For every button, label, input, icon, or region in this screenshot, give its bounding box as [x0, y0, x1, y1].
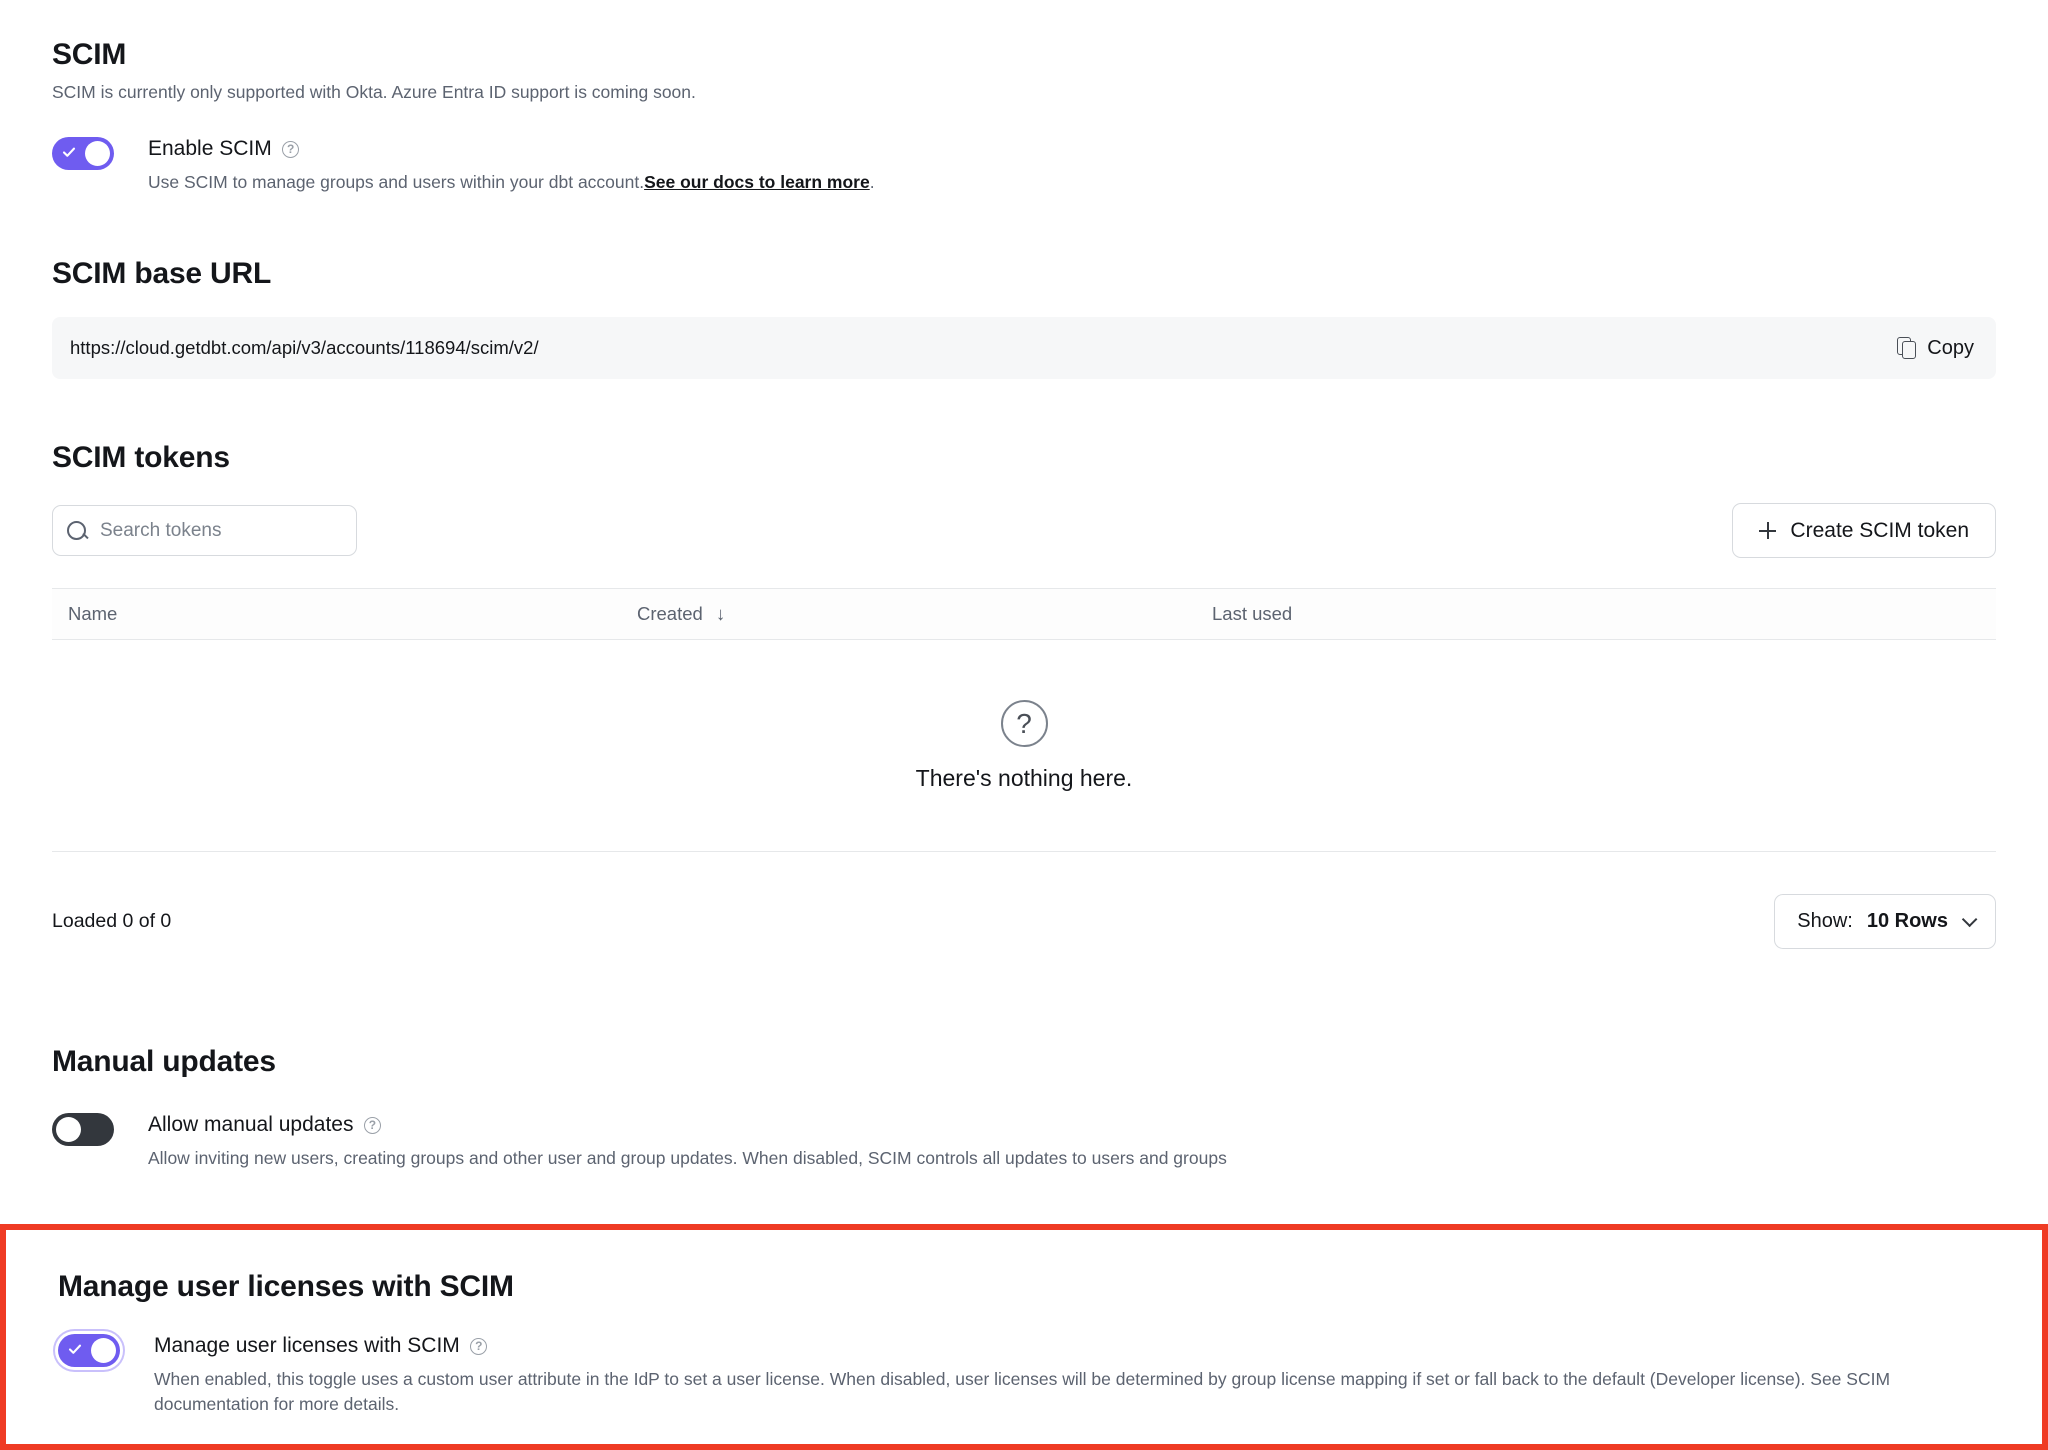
rows-per-page-select[interactable] [1774, 894, 1996, 949]
enable-scim-toggle[interactable] [52, 137, 114, 170]
search-icon [67, 521, 86, 540]
column-header-last-used[interactable]: Last used [1212, 603, 1293, 625]
plus-icon [1759, 522, 1776, 539]
base-url-title: SCIM base URL [52, 257, 272, 291]
create-scim-token-label: Create SCIM token [1790, 518, 1969, 542]
scim-docs-link[interactable]: See our docs to learn more [644, 172, 870, 192]
tokens-title: SCIM tokens [52, 441, 230, 475]
manage-user-licenses-texts [154, 1334, 1990, 1418]
toggle-knob [56, 1117, 81, 1142]
toggle-knob [91, 1338, 116, 1363]
manual-updates-title: Manual updates [52, 1045, 276, 1079]
help-icon[interactable]: ? [470, 1338, 487, 1355]
loaded-count: Loaded 0 of 0 [52, 910, 172, 933]
enable-scim-description [148, 170, 875, 195]
allow-manual-updates-toggle[interactable] [52, 1113, 114, 1146]
create-scim-token-button[interactable] [1732, 503, 1996, 558]
question-mark-icon: ? [1001, 700, 1048, 747]
copy-button-label: Copy [1927, 336, 1974, 359]
table-footer [52, 894, 1996, 949]
scim-section [52, 0, 1996, 195]
check-icon [62, 145, 76, 159]
rows-per-page-value: 10 Rows [1866, 910, 1948, 933]
check-icon [68, 1342, 82, 1356]
manage-user-licenses-label-wrap [154, 1334, 1990, 1358]
base-url-box [52, 317, 1996, 379]
enable-scim-description-text: Use SCIM to manage groups and users within your dbt account. [148, 172, 645, 192]
empty-state [52, 640, 1996, 852]
enable-scim-row [52, 137, 1996, 195]
base-url-value: https://cloud.getdbt.com/api/v3/accounts/118694/scim/v2/ [70, 337, 539, 359]
allow-manual-updates-description: Allow inviting new users, creating groups and other user and group updates. When disabled, SCIM controls all updates to users and groups [148, 1148, 1227, 1169]
manage-user-licenses-row [58, 1334, 1990, 1418]
rows-per-page-label: Show: [1797, 910, 1853, 933]
copy-icon [1897, 337, 1916, 359]
copy-button[interactable] [1897, 337, 1974, 360]
manage-user-licenses-label: Manage user licenses with SCIM [154, 1334, 460, 1357]
manage-user-licenses-title: Manage user licenses with SCIM [58, 1270, 514, 1303]
column-header-created[interactable] [637, 603, 1212, 625]
chevron-down-icon [1962, 912, 1978, 928]
enable-scim-texts [148, 137, 875, 195]
allow-manual-updates-row [52, 1113, 1996, 1171]
enable-scim-label-wrap [148, 137, 875, 161]
sort-descending-icon[interactable]: ↓ [715, 603, 726, 625]
allow-manual-updates-texts [148, 1113, 1227, 1171]
page-title: SCIM [52, 38, 127, 71]
help-icon[interactable]: ? [282, 141, 299, 158]
enable-scim-description-tail: . [869, 172, 875, 192]
manage-user-licenses-toggle[interactable] [58, 1334, 120, 1367]
tokens-toolbar [52, 503, 1996, 558]
enable-scim-label: Enable SCIM [148, 137, 272, 160]
column-header-created-label: Created [637, 603, 703, 625]
search-input[interactable] [98, 519, 342, 543]
table-header-row [52, 588, 1996, 640]
help-icon[interactable]: ? [364, 1117, 381, 1134]
empty-state-message: There's nothing here. [915, 764, 1133, 791]
tokens-table [52, 588, 1996, 949]
manage-user-licenses-description: When enabled, this toggle uses a custom user attribute in the IdP to set a user license. When disabled, user licenses will be determined by group license mapping if set or fall back to the default (Developer license). See SCIM documentation for more details. [154, 1369, 1891, 1415]
allow-manual-updates-label-wrap [148, 1113, 1227, 1137]
column-header-name[interactable]: Name [68, 603, 118, 625]
scim-subtitle: SCIM is currently only supported with Okta. Azure Entra ID support is coming soon. [52, 82, 696, 102]
allow-manual-updates-label: Allow manual updates [148, 1113, 354, 1137]
toggle-knob [85, 141, 110, 166]
search-tokens-field[interactable] [52, 505, 357, 556]
manage-user-licenses-section [0, 1224, 2048, 1450]
